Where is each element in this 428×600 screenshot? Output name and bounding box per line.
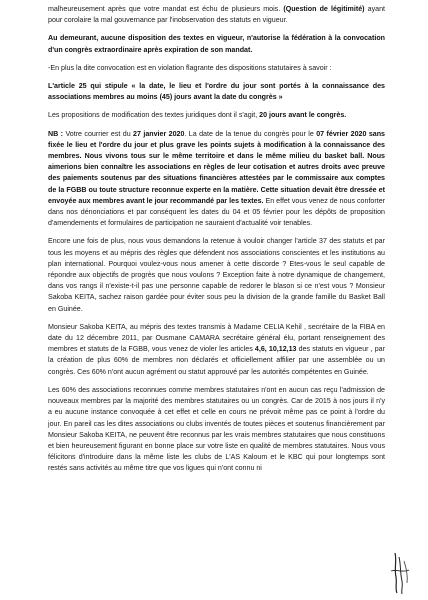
document-body bbox=[48, 4, 385, 482]
text-segment: Les 60% des associations reconnues comme membres statutaires n'ont en aucun cas reçu l'admission de nouveaux membres par la majorité des membres statutaires ou un congrès. Car de 2015 à nos jours il n'y a eu aucune instance convoquée à cet effet et celle en cours ne prévoit même pas ce point à l'ordre du jour. En pareil cas les dites associations ou clubs inventés de toutes pièces et soutenus financièrement par Monsieur Sakoba KEITA, ne peuvent être reconnus par les vrais membres statutaires que nous constituons et bien heureusement figurant en bonne place sur votre liste en qualité de membres statutaires. Nous vous félicitons d'introduire dans la même liste les clubs de L'AS Kaloum et le KBC qui pour longtemps sont restés sans activités au même titre que vos ligues qui n'ont connu ni bbox=[48, 385, 385, 473]
text-segment: des statuts en vigueur , par la création de plus 60% de membres non déclarés et officiellement affilier par une assemblée ou un congrès. Ces 60% n'ont aucun agrément ou statut approuvé par les autorités compétentes en Guinée. bbox=[48, 345, 385, 376]
text-segment: malheureusement après que votre mandat est échu de plusieurs mois. bbox=[48, 5, 284, 13]
text-segment: En effet vous venez de nous conforter dans nos dénonciations et par conséquent les dates du 04 et 05 février pour les dépôts de proposition d'amendements et formulaires de participation ne sauraient d'actualité voir tenables. bbox=[48, 196, 385, 228]
text-segment: -En plus la dite convocation est en violation flagrante des dispositions statutaires à savoir : bbox=[48, 63, 332, 72]
text-segment: Monsieur Sakoba KEITA, au mépris des textes transmis à Madame CELIA Kehil , secrétaire de la FIBA en date du 12 décembre 2011, par Ousmane CAMARA secrétaire général élu, portant renseignement des membres et statuts de la FGBB, vous venez de violer les articles bbox=[48, 322, 385, 354]
paragraph bbox=[48, 236, 385, 314]
paragraph bbox=[48, 322, 385, 378]
paragraph bbox=[48, 63, 385, 74]
paragraph bbox=[48, 129, 385, 230]
text-segment: Votre courrier est du bbox=[65, 129, 134, 138]
paragraph bbox=[48, 33, 385, 55]
bold-text-segment: NB : bbox=[48, 129, 66, 138]
bold-text-segment: 27 janvier 2020 bbox=[133, 129, 185, 138]
text-segment: ayant pour corolaire la mal gouvernance par l'inobservation des statuts en vigueur. bbox=[48, 5, 386, 25]
text-segment: Les propositions de modification des textes juridiques dont il s'agit, bbox=[48, 111, 260, 120]
text-segment: . La date de la tenue du congrès pour le bbox=[184, 129, 317, 138]
bold-text-segment: 4,6, 10,12,13 bbox=[254, 345, 297, 354]
handwritten-signature bbox=[389, 551, 411, 595]
paragraph bbox=[48, 4, 385, 26]
paragraph bbox=[48, 110, 385, 121]
bold-text-segment: L'article 25 qui stipule « la date, le lieu et l'ordre du jour sont portés à la connaissance des associations membres au moins (45) jours avant la date du congrès » bbox=[48, 82, 385, 102]
bold-text-segment: Au demeurant, aucune disposition des textes en vigueur, n'autorise la fédération à la convocation d'un congrès extraordinaire après expiration de son mandat. bbox=[48, 34, 385, 54]
bold-text-segment: 20 jours avant le congrès. bbox=[259, 111, 347, 120]
paragraph bbox=[48, 81, 385, 103]
text-segment: Encore une fois de plus, nous vous demandons la retenue à vouloir changer l'article 37 des statuts et par tous les moyens et au mépris des règles que défendent nos associations conscientes et les institutions au plan international. Pourquoi voulez-vous nous amener à cette discorde ? Etes-vous le seul capable de répondre aux objectifs de progrès que nous voulons ? Exception faite à notre dynamique de changement, dans vos rangs il n'existe-t-il pas une personne capable de redorer le blason si ce n'est vous ? Monsieur Sakoba KEITA, sachez raison gardée pour éviter sous peu la division de la grande famille du Basket Ball en Guinée. bbox=[48, 237, 385, 313]
bold-text-segment: 07 février 2020 sans fixée le lieu et l'ordre du jour et plus grave les points sujets à modification à la connaissance des membres. Nous vivons tous sur le même territoire et dans le même milieu du basket ball. Nous aimerions bien connaître les associations en règles de leur cotisation et autres droits avec preuve des paiements soutenus par des situations financières attestées par le commissaire aux comptes de la FGBB ou toute structure reconnue experte en la matière. Cette situation devait être dressée et envoyée aux membres avant le jour recommandé par les textes. bbox=[48, 129, 385, 205]
paragraph bbox=[48, 385, 385, 475]
bold-text-segment: (Question de légitimité) bbox=[283, 5, 365, 13]
